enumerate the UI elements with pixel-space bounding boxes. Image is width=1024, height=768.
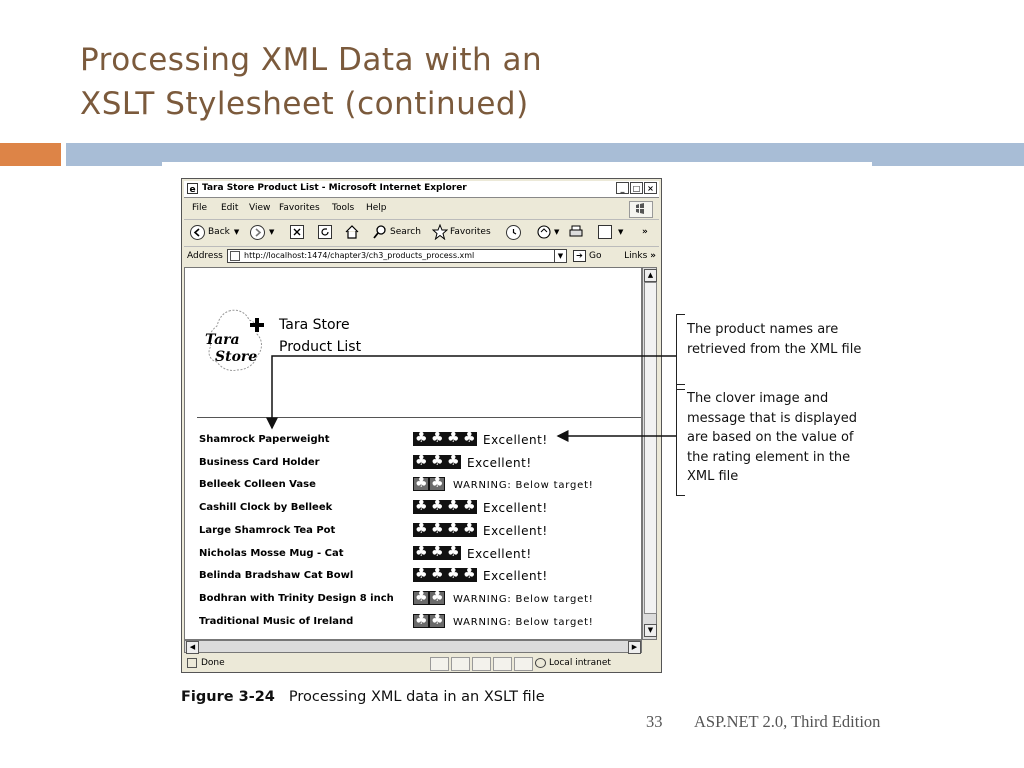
names-callout-line-2: retrieved from the XML file bbox=[687, 341, 862, 357]
page-icon bbox=[230, 251, 240, 261]
warning-message: WARNING: Below target! bbox=[453, 616, 594, 628]
standard-toolbar bbox=[184, 219, 659, 244]
printer-icon bbox=[568, 224, 584, 240]
rating-callout-line-5: XML file bbox=[687, 469, 739, 484]
ie-logo-icon bbox=[187, 183, 198, 194]
go-arrow-icon: ➔ bbox=[573, 250, 586, 262]
back-dropdown-icon[interactable]: ▼ bbox=[233, 228, 240, 236]
clover-icon bbox=[445, 568, 461, 582]
product-name: Bodhran with Trinity Design 8 inch bbox=[199, 592, 394, 604]
logo-line-1: Tara bbox=[205, 332, 240, 348]
scroll-thumb[interactable] bbox=[644, 282, 657, 614]
warning-message: WARNING: Below target! bbox=[453, 593, 594, 605]
tara-store-logo bbox=[201, 306, 273, 376]
back-label: Back bbox=[208, 227, 230, 237]
clover-icon bbox=[429, 477, 445, 491]
forward-button[interactable] bbox=[250, 224, 274, 240]
go-label: Go bbox=[589, 251, 602, 261]
search-button[interactable] bbox=[372, 224, 421, 240]
clover-icon bbox=[429, 500, 445, 514]
mail-button[interactable] bbox=[536, 224, 559, 240]
figure-backdrop bbox=[162, 162, 872, 168]
minimize-button[interactable]: _ bbox=[616, 182, 629, 194]
clover-icon bbox=[413, 500, 429, 514]
address-bar bbox=[184, 246, 659, 265]
menu-view[interactable]: View bbox=[249, 203, 271, 213]
rating-callout-line-1: The clover image and bbox=[687, 391, 829, 406]
clover-icon bbox=[429, 591, 445, 605]
slide-title-line-1: Processing XML Data with an bbox=[80, 42, 543, 78]
search-icon bbox=[372, 224, 388, 240]
store-heading-line-1: Tara Store bbox=[279, 317, 350, 333]
history-button[interactable] bbox=[506, 224, 521, 240]
rating-callout-line-2: message that is displayed bbox=[687, 410, 858, 426]
clover-icon bbox=[461, 500, 477, 514]
logo-line-2: Store bbox=[215, 349, 258, 365]
heading-divider bbox=[197, 417, 642, 418]
clover-icon bbox=[413, 614, 429, 628]
clover-icon bbox=[429, 568, 445, 582]
scroll-right-icon[interactable]: ▶ bbox=[628, 641, 641, 654]
clover-rating bbox=[413, 591, 445, 605]
names-callout-line-1: The product names are bbox=[687, 322, 839, 337]
refresh-button[interactable] bbox=[318, 224, 332, 240]
product-name: Belleek Colleen Vase bbox=[199, 479, 316, 491]
clover-icon bbox=[445, 546, 461, 560]
vertical-scrollbar[interactable] bbox=[642, 267, 657, 640]
clover-icon bbox=[429, 523, 445, 537]
home-button[interactable] bbox=[344, 224, 360, 240]
links-button[interactable] bbox=[624, 251, 656, 261]
slide-title-line-2: XSLT Stylesheet (continued) bbox=[80, 86, 529, 122]
product-name: Shamrock Paperweight bbox=[199, 434, 330, 445]
clover-icon bbox=[413, 591, 429, 605]
status-pane bbox=[472, 657, 491, 671]
mail-dropdown-icon[interactable]: ▼ bbox=[554, 228, 560, 236]
store-heading-line-2: Product List bbox=[279, 339, 362, 355]
toolbar-overflow-chevron-icon[interactable]: » bbox=[642, 227, 648, 237]
address-url: http://localhost:1474/chapter3/ch3_products_process.xml bbox=[244, 251, 475, 260]
intranet-globe-icon bbox=[535, 658, 546, 668]
clover-icon bbox=[413, 546, 429, 560]
browser-titlebar bbox=[184, 181, 659, 198]
clover-icon bbox=[445, 432, 461, 446]
slide-number: 33 bbox=[646, 712, 663, 731]
stop-button[interactable] bbox=[290, 224, 304, 240]
edit-dropdown-icon[interactable]: ▼ bbox=[618, 228, 624, 236]
product-name: Traditional Music of Ireland bbox=[199, 615, 354, 627]
browser-title: Tara Store Product List - Microsoft Internet Explorer bbox=[202, 183, 467, 193]
status-bar bbox=[184, 656, 659, 671]
clover-icon bbox=[461, 568, 477, 582]
clover-rating bbox=[413, 455, 461, 469]
menu-tools[interactable]: Tools bbox=[332, 203, 355, 213]
scroll-down-icon[interactable]: ▼ bbox=[644, 624, 657, 637]
clover-icon bbox=[413, 477, 429, 491]
page-viewport bbox=[184, 267, 642, 640]
star-icon bbox=[432, 224, 448, 240]
stop-icon bbox=[290, 225, 304, 239]
status-pane bbox=[493, 657, 512, 671]
clover-icon bbox=[429, 614, 445, 628]
go-button[interactable] bbox=[573, 250, 601, 262]
favorites-button[interactable] bbox=[432, 224, 491, 240]
address-input[interactable] bbox=[227, 249, 555, 263]
scroll-up-icon[interactable]: ▲ bbox=[644, 269, 657, 282]
store-heading bbox=[279, 314, 361, 358]
favorites-label: Favorites bbox=[450, 227, 491, 237]
excellent-message: Excellent! bbox=[483, 569, 548, 584]
zone-text: Local intranet bbox=[549, 658, 611, 668]
history-icon bbox=[506, 225, 521, 240]
edit-button[interactable] bbox=[598, 224, 623, 240]
svg-text:e: e bbox=[189, 185, 196, 194]
rating-callout-bracket bbox=[676, 384, 685, 496]
product-name: Large Shamrock Tea Pot bbox=[199, 524, 336, 536]
product-name: Belinda Bradshaw Cat Bowl bbox=[199, 570, 354, 582]
clover-rating bbox=[413, 432, 477, 446]
names-callout-bracket bbox=[676, 314, 685, 390]
refresh-icon bbox=[318, 225, 332, 239]
page-done-icon bbox=[187, 658, 197, 668]
clover-rating bbox=[413, 500, 477, 514]
status-panes bbox=[430, 657, 533, 671]
excellent-message: Excellent! bbox=[483, 523, 548, 538]
rating-callout bbox=[687, 389, 857, 487]
footer-book-title: ASP.NET 2.0, Third Edition bbox=[694, 712, 881, 731]
names-callout bbox=[687, 320, 861, 359]
product-name: Cashill Clock by Belleek bbox=[199, 502, 333, 514]
maximize-button[interactable]: □ bbox=[630, 182, 643, 194]
clover-icon bbox=[413, 455, 429, 469]
print-button[interactable] bbox=[568, 224, 584, 240]
address-dropdown-icon[interactable]: ▼ bbox=[554, 249, 567, 263]
clover-icon bbox=[445, 500, 461, 514]
rating-callout-line-4: the rating element in the bbox=[687, 449, 851, 465]
home-icon bbox=[344, 224, 360, 240]
excellent-message: Excellent! bbox=[483, 433, 548, 447]
rating-callout-line-3: are based on the value of bbox=[687, 430, 854, 445]
clover-icon bbox=[429, 432, 445, 446]
clover-icon bbox=[461, 432, 477, 446]
links-label: Links bbox=[624, 251, 648, 261]
clover-rating bbox=[413, 523, 477, 537]
status-pane bbox=[514, 657, 533, 671]
clover-icon bbox=[413, 568, 429, 582]
mail-icon bbox=[536, 224, 554, 240]
links-chevron-icon: » bbox=[650, 251, 656, 261]
status-text: Done bbox=[201, 658, 225, 668]
clover-rating bbox=[413, 614, 445, 628]
figure-caption bbox=[181, 689, 545, 705]
clover-icon bbox=[429, 455, 445, 469]
menu-file[interactable]: File bbox=[192, 203, 208, 213]
clover-rating bbox=[413, 477, 445, 491]
clover-icon bbox=[413, 523, 429, 537]
clover-icon bbox=[445, 455, 461, 469]
browser-window bbox=[181, 178, 662, 673]
clover-rating bbox=[413, 568, 477, 582]
excellent-message: Excellent! bbox=[483, 501, 548, 516]
close-button[interactable]: × bbox=[644, 182, 657, 194]
menu-edit[interactable]: Edit bbox=[221, 203, 239, 213]
excellent-message: Excellent! bbox=[467, 546, 532, 561]
menu-favorites[interactable]: Favorites bbox=[279, 203, 320, 213]
warning-message: WARNING: Below target! bbox=[453, 480, 594, 492]
horizontal-scrollbar[interactable] bbox=[184, 640, 642, 653]
status-pane bbox=[451, 657, 470, 671]
menu-help[interactable]: Help bbox=[366, 203, 387, 213]
windows-flag-icon bbox=[629, 201, 653, 218]
status-pane bbox=[430, 657, 449, 671]
clover-icon bbox=[461, 523, 477, 537]
figure-caption-text: Processing XML data in an XSLT file bbox=[288, 689, 545, 705]
forward-arrow-icon bbox=[250, 225, 265, 240]
menu-bar bbox=[184, 199, 659, 217]
slide-title bbox=[80, 38, 680, 126]
scroll-left-icon[interactable]: ◀ bbox=[186, 641, 199, 654]
search-label: Search bbox=[390, 227, 421, 237]
security-zone bbox=[535, 658, 611, 668]
back-button[interactable] bbox=[190, 224, 239, 240]
clover-icon bbox=[445, 523, 461, 537]
excellent-message: Excellent! bbox=[467, 455, 532, 470]
edit-page-icon bbox=[598, 225, 612, 239]
clover-icon bbox=[429, 546, 445, 560]
back-arrow-icon bbox=[190, 225, 205, 240]
forward-dropdown-icon[interactable]: ▼ bbox=[269, 228, 275, 236]
accent-band-orange bbox=[0, 143, 61, 166]
product-name: Business Card Holder bbox=[199, 456, 320, 468]
product-name: Nicholas Mosse Mug - Cat bbox=[199, 547, 344, 559]
clover-icon bbox=[413, 432, 429, 446]
clover-rating bbox=[413, 546, 461, 560]
address-label: Address bbox=[187, 251, 223, 261]
figure-number: Figure 3-24 bbox=[181, 689, 275, 705]
